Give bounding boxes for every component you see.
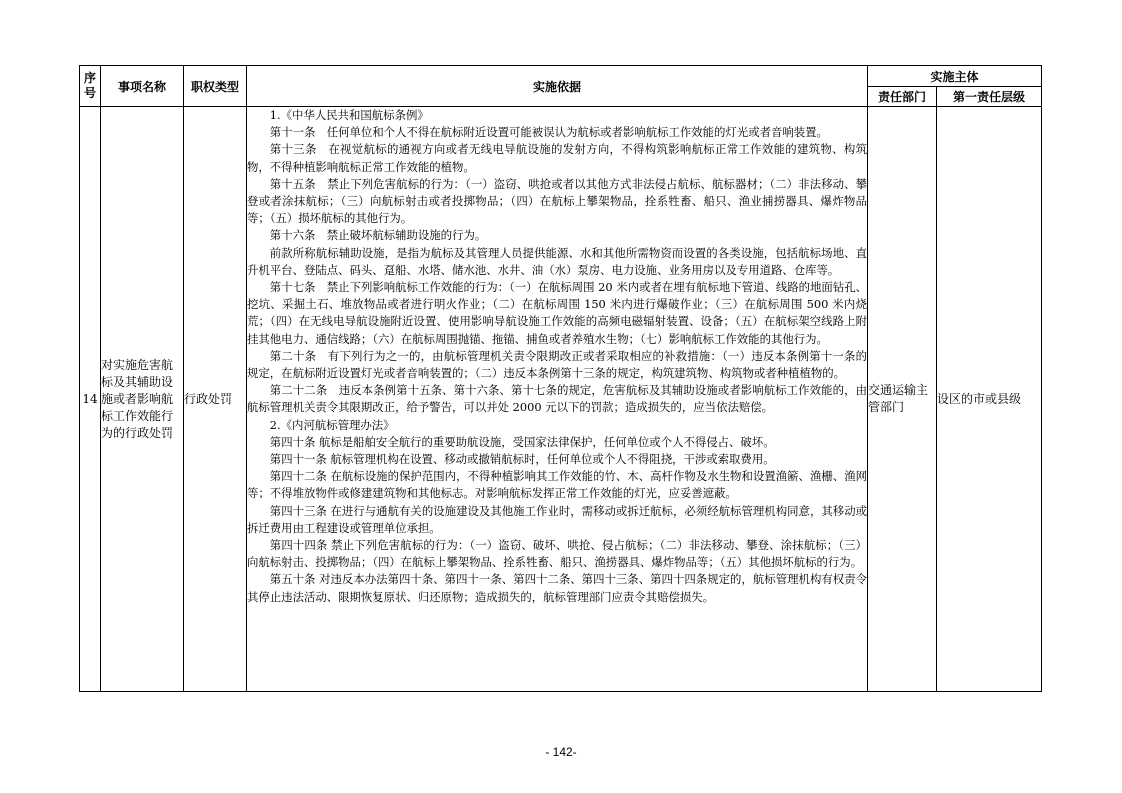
basis-paragraph: 第十五条 禁止下列危害航标的行为：（一）盗窃、哄抢或者以其他方式非法侵占航标、航标器材；（二）非法移动、攀登或者涂抹航标；（三）向航标射击或者投掷物品；（四）在航标上攀架物品，拴系牲畜、船只、渔业捕捞器具、爆炸物品等；（五）损坏航标的其他行为。: [247, 176, 867, 226]
row-power-type: 行政处罚: [184, 107, 247, 692]
header-power-type: 职权类型: [184, 66, 247, 107]
header-item-name: 事项名称: [101, 66, 184, 107]
header-seq: 序 号: [80, 66, 101, 107]
basis-paragraph: 第十一条 任何单位和个人不得在航标附近设置可能被误认为航标或者影响航标工作效能的灯光或者音响装置。: [269, 125, 828, 140]
basis-paragraph: 1.《中华人民共和国航标条例》: [269, 108, 429, 122]
page-number: - 142-: [545, 745, 577, 759]
basis-paragraph: 第二十条 有下列行为之一的，由航标管理机关责令限期改正或者采取相应的补救措施：（一）违反本条例第十一条的规定，在航标附近设置灯光或者音响装置的；（二）违反本条例第十三条的规定，构筑建筑物、构筑物或者种植植物的。: [247, 348, 867, 381]
header-basis: 实施依据: [247, 66, 868, 107]
basis-paragraph: 第十三条 在视觉航标的通视方向或者无线电导航设施的发射方向，不得构筑影响航标正常工作效能的建筑物、构筑物，不得种植影响航标正常工作效能的植物。: [247, 142, 867, 174]
basis-paragraph: 第四十条 航标是船舶安全航行的重要助航设施，受国家法律保护，任何单位或个人不得侵占、破坏。: [269, 434, 775, 449]
header-subject: 实施主体: [868, 66, 1042, 87]
basis-paragraph: 第五十条 对违反本办法第四十条、第四十一条、第四十二条、第四十三条、第四十四条规定的，航标管理机构有权责令其停止违法活动、限期恢复原状、归还原物；造成损失的，航标管理部门应责令其赔偿损失。: [247, 572, 867, 604]
row-level: 设区的市或县级: [937, 107, 1042, 692]
basis-paragraph: 第十七条 禁止下列影响航标工作效能的行为：（一）在航标周围 20 米内或者在埋有航标地下管道、线路的地面钻孔、挖坑、采掘土石、堆放物品或者进行明火作业；（二）在航标周围 150 米内进行爆破作业；（三）在航标周围 500 米内烧荒；（四）在无线电导航设施附近设置、使用影响导航设施工作效能的高频电磁辐射装置、设备；（五）在航标架空线路上附挂其他电力、通信线路；（六）在航标周围抛锚、拖锚、捕鱼或者养殖水生物；（七）影响航标工作效能的其他行为。: [247, 280, 867, 346]
basis-paragraph: 2.《内河航标管理办法》: [269, 417, 395, 432]
basis-paragraph: 前款所称航标辅助设施，是指为航标及其管理人员提供能源、水和其他所需物资而设置的各类设施，包括航标场地、直升机平台、登陆点、码头、趸船、水塔、储水池、水井、油（水）泵房、电力设施、业务用房以及专用道路、仓库等。: [247, 245, 867, 277]
header-row-1: [80, 66, 1042, 87]
basis-paragraph: 第四十四条 禁止下列危害航标的行为：（一）盗窃、破坏、哄抢、侵占航标；（二）非法移动、攀登、涂抹航标；（三）向航标射击、投掷物品；（四）在航标上攀架物品、拴系牲畜、船只、渔捞器具、爆炸物品等；（五）其他损坏航标的行为。: [247, 538, 867, 570]
row-item-name: 对实施危害航标及其辅助设施或者影响航标工作效能行为的行政处罚: [101, 107, 184, 692]
basis-paragraph: 第四十一条 航标管理机构在设置、移动或撤销航标时，任何单位或个人不得阻挠，干涉或索取费用。: [269, 452, 775, 467]
header-level: 第一责任层级: [937, 87, 1042, 107]
authority-table: [79, 65, 1042, 692]
basis-paragraph: 第四十三条 在进行与通航有关的设施建设及其他施工作业时，需移动或拆迁航标，必须经航标管理机构同意，其移动或拆迁费用由工程建设或管理单位承担。: [247, 503, 867, 535]
row-dept: 交通运输主管部门: [868, 107, 937, 692]
basis-paragraph: 第四十二条 在航标设施的保护范围内，不得种植影响其工作效能的竹、木、高杆作物及水生物和设置渔簖、渔栅、渔网等；不得堆放物件或修建建筑物和其他标志。对影响航标发挥正常工作效能的灯光，应妥善遮蔽。: [247, 469, 867, 501]
basis-paragraph: 第十六条 禁止破坏航标辅助设施的行为。: [269, 228, 487, 243]
header-dept: 责任部门: [868, 87, 937, 107]
basis-paragraph: 第二十二条 违反本条例第十五条、第十六条、第十七条的规定，危害航标及其辅助设施或者影响航标工作效能的，由航标管理机关责令其限期改正，给予警告，可以并处 2000 元以下的罚款；造成损失的，应当依法赔偿。: [247, 383, 867, 415]
row-basis: [247, 107, 868, 692]
table-row: [80, 107, 1042, 692]
row-seq: 14: [80, 107, 101, 692]
basis-paragraphs: [247, 107, 867, 606]
